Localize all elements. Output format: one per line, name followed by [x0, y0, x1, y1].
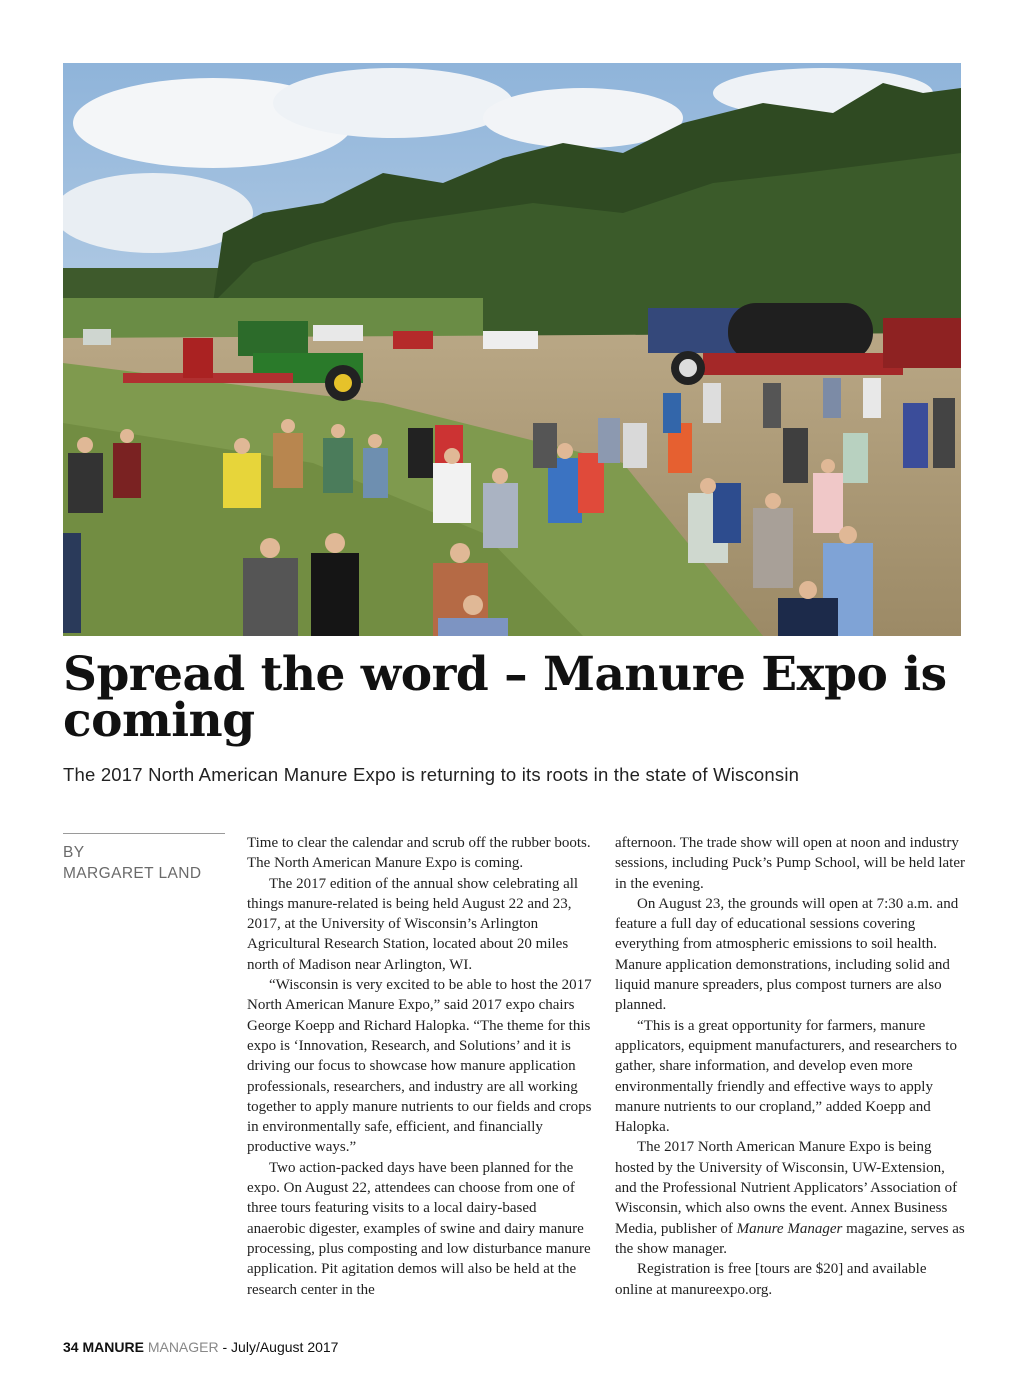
- paragraph: The 2017 edition of the annual show celebrating all things manure-related is being held August 22 and 23, 2017, at the University of Wisconsin’s Arlington Agricultural Research Station, located about 20 miles north of Madison near Arlington, WI.: [247, 875, 579, 973]
- paragraph: On August 23, the grounds will open at 7:30 a.m. and feature a full day of educational sessions covering everything from atmospheric emissions to soil health. Manure application demonstrations, including solid and liquid manure spreaders, plus compost turners are also planned.: [615, 895, 959, 1014]
- page-footer: [63, 1339, 338, 1355]
- paragraph: Time to clear the calendar and scrub off the rubber boots. The North American Manure Expo is coming.: [247, 835, 591, 872]
- byline-divider: [63, 833, 225, 834]
- footer-brand-bold: MANURE: [82, 1339, 144, 1355]
- page-number: 34: [63, 1339, 79, 1355]
- byline-prefix: BY: [63, 844, 85, 861]
- page-title: Spread the word – Manure Expo is coming: [63, 647, 947, 748]
- paragraph: Registration is free [tours are $20] and available online at manureexpo.org.: [615, 1261, 927, 1298]
- article-column-2: [615, 833, 965, 1300]
- expo-crowd-photo: [63, 63, 961, 636]
- footer-issue: - July/August 2017: [218, 1339, 339, 1355]
- article-subtitle: The 2017 North American Manure Expo is returning to its roots in the state of Wisconsin: [63, 764, 800, 785]
- paragraph: afternoon. The trade show will open at noon and industry sessions, including Puck’s Pump School, will be held later in the evening.: [615, 835, 965, 892]
- paragraph: [615, 1137, 965, 1259]
- footer-brand-light: MANAGER: [147, 1339, 219, 1355]
- article-column-1: [247, 833, 597, 1300]
- magazine-name: Manure Manager: [736, 1220, 843, 1237]
- paragraph-text: The 2017 North American Manure Expo is being hosted by the University of Wisconsin, UW-Extension, and the Professional Nutrient Applicators’ Association of Wisconsin, which also owns the event. Annex Business Media, publisher of: [615, 1139, 958, 1237]
- byline-author: MARGARET LAND: [63, 865, 202, 882]
- paragraph: “This is a great opportunity for farmers, manure applicators, equipment manufacturers, and researchers to gather, share information, and develop even more environmentally friendly and effective ways to apply manure nutrients to our cropland,” added Koepp and Halopka.: [615, 1017, 957, 1136]
- byline: [63, 842, 233, 884]
- paragraph: “Wisconsin is very excited to be able to host the 2017 North American Manure Expo,” said 2017 expo chairs George Koepp and Richard Halopka. “The theme for this expo is ‘Innovation, Research, and Solutions’ and it is driving our focus to showcase how manure application professionals, researchers, and industry are all working together to apply manure nutrients to our fields and crops in environmentally safe, efficient, and financially productive ways.”: [247, 977, 592, 1156]
- paragraph-text: magazine, serves as the show manager.: [615, 1220, 965, 1257]
- photo-illustration: [63, 63, 961, 636]
- paragraph: Two action-packed days have been planned for the expo. On August 22, attendees can choose from one of three tours featuring visits to a local dairy-based anaerobic digester, examples of swine and dairy manure processing, plus composting and low disturbance manure application. Pit agitation demos will also be held at the research center in the: [247, 1159, 591, 1298]
